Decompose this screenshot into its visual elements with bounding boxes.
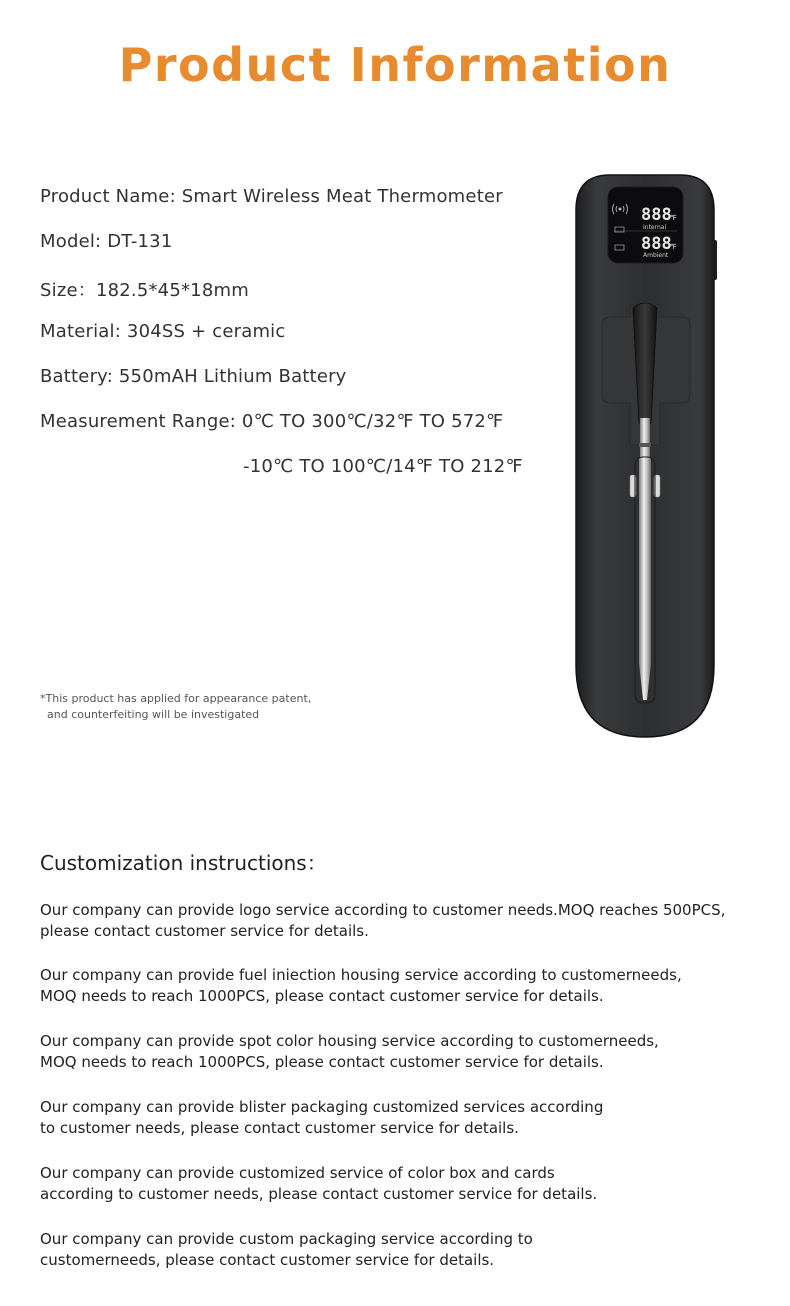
spec-material: Material: 304SS + ceramic (40, 321, 286, 342)
paragraph-line: please contact customer service for details. (40, 922, 369, 940)
spec-product-name: Product Name: Smart Wireless Meat Thermometer (40, 186, 503, 207)
patent-note-line-2: and counterfeiting will be investigated (47, 708, 260, 721)
paragraph-line: Our company can provide blister packaging customized services according (40, 1098, 604, 1116)
paragraph-line: according to customer needs, please contact customer service for details. (40, 1185, 598, 1203)
customization-paragraph (40, 965, 760, 1007)
paragraph-line: Our company can provide logo service according to customer needs.MOQ reaches 500PCS, (40, 901, 726, 919)
side-button (713, 240, 717, 280)
display-internal-label: Internal (643, 224, 667, 231)
display-ambient-label: Ambient (643, 252, 669, 259)
paragraph-line: to customer needs, please contact customer service for details. (40, 1119, 519, 1137)
spec-measurement-range: Measurement Range: 0℃ TO 300℃/32℉ TO 572℉ (40, 411, 504, 432)
paragraph-line: Our company can provide customized service of color box and cards (40, 1164, 555, 1182)
display-top-readout: 888 (641, 205, 672, 225)
customization-paragraph (40, 1163, 760, 1205)
display-bottom-readout: 888 (641, 234, 672, 254)
customization-heading: Customization instructions： (40, 851, 327, 875)
display-top-unit: ℉ (670, 214, 677, 222)
probe-shaft (639, 458, 651, 663)
customization-paragraph (40, 1031, 760, 1073)
customization-paragraph (40, 1097, 760, 1139)
paragraph-line: MOQ needs to reach 1000PCS, please contact customer service for details. (40, 1053, 604, 1071)
paragraph-line: Our company can provide fuel iniection housing service according to customerneeds, (40, 966, 682, 984)
thermometer-product-image (560, 165, 730, 745)
paragraph-line: customerneeds, please contact customer service for details. (40, 1251, 495, 1269)
paragraph-line: Our company can provide spot color housing service according to customerneeds, (40, 1032, 659, 1050)
spec-model: Model: DT-131 (40, 231, 173, 252)
spec-size: Size：182.5*45*18mm (40, 280, 249, 301)
spec-battery: Battery: 550mAH Lithium Battery (40, 366, 347, 387)
customization-paragraph (40, 900, 760, 942)
patent-note (40, 691, 311, 723)
spec-measurement-range-2: -10℃ TO 100℃/14℉ TO 212℉ (243, 456, 523, 477)
paragraph-line: Our company can provide custom packaging service according to (40, 1230, 533, 1248)
page-title: Product Information (118, 38, 672, 92)
patent-note-line-1: *This product has applied for appearance patent, (40, 692, 312, 705)
display-bottom-unit: ℉ (670, 243, 677, 251)
customization-paragraph (40, 1229, 760, 1271)
paragraph-line: MOQ needs to reach 1000PCS, please contact customer service for details. (40, 987, 604, 1005)
